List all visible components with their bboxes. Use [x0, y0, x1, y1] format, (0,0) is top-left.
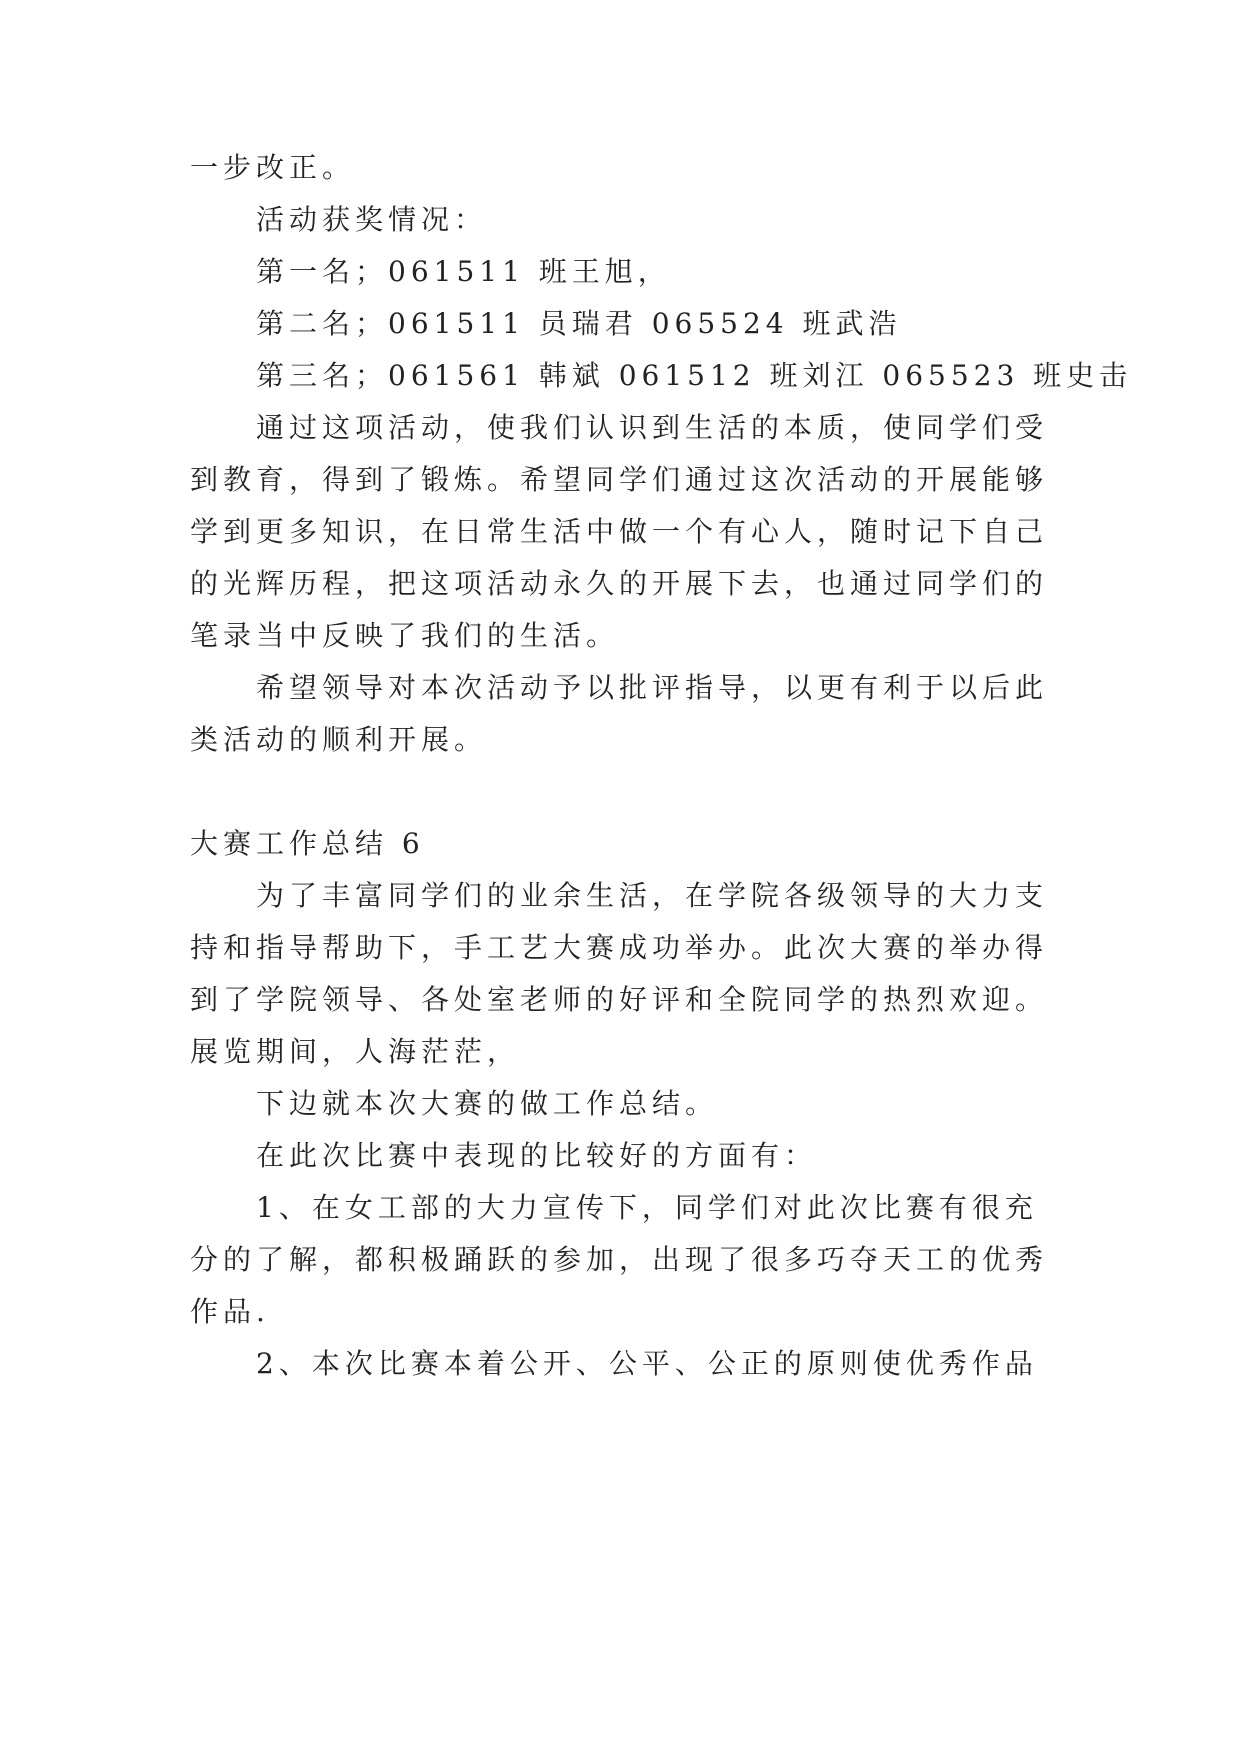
text-line: 在此次比赛中表现的比较好的方面有：	[256, 1139, 818, 1172]
text-line: 展览期间，人海茫茫，	[190, 1035, 521, 1068]
text-line: 下边就本次大赛的做工作总结。	[256, 1087, 719, 1120]
text-line: 的光辉历程，把这项活动永久的开展下去，也通过同学们的	[190, 567, 1049, 600]
text-line: 一步改正。	[190, 151, 356, 184]
text-line: 持和指导帮助下，手工艺大赛成功举办。此次大赛的举办得	[190, 931, 1049, 964]
text-line: 笔录当中反映了我们的生活。	[190, 619, 620, 652]
list-item-line: 分的了解，都积极踊跃的参加，出现了很多巧夺天工的优秀	[190, 1243, 1049, 1276]
text-line: 为了丰富同学们的业余生活，在学院各级领导的大力支	[256, 879, 1049, 912]
list-item-line: 1、在女工部的大力宣传下，同学们对此次比赛有很充	[256, 1191, 1038, 1224]
text-line: 类活动的顺利开展。	[190, 723, 488, 756]
list-item-line: 2、本次比赛本着公开、公平、公正的原则使优秀作品	[256, 1347, 1038, 1380]
award-line: 第三名；061561 韩斌 061512 班刘江 065523 班史击	[256, 359, 1133, 392]
award-line: 第一名；061511 班王旭，	[256, 255, 671, 288]
section-heading: 大赛工作总结 6	[190, 827, 425, 860]
paragraph-spacer	[190, 766, 1090, 818]
text-line: 到了学院领导、各处室老师的好评和全院同学的热烈欢迎。	[190, 983, 1049, 1016]
text-line: 活动获奖情况：	[256, 203, 488, 236]
award-line: 第二名；061511 员瑞君 065524 班武浩	[256, 307, 902, 340]
document-body	[190, 142, 1133, 1390]
text-line: 到教育，得到了锻炼。希望同学们通过这次活动的开展能够	[190, 463, 1049, 496]
text-line: 学到更多知识，在日常生活中做一个有心人，随时记下自己	[190, 515, 1049, 548]
text-line: 通过这项活动，使我们认识到生活的本质，使同学们受	[256, 411, 1049, 444]
text-line: 希望领导对本次活动予以批评指导，以更有利于以后此	[256, 671, 1049, 704]
list-item-line: 作品.	[190, 1295, 270, 1328]
